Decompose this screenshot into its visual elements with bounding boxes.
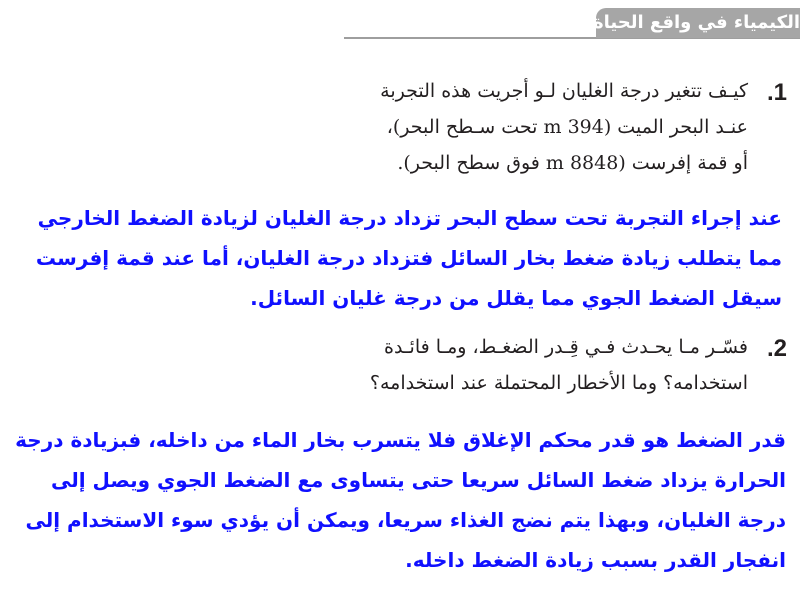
answer-text-line: الحرارة يزداد ضغط السائل سريعا حتى يتساوى مع الضغط الجوي ويصل إلى [50, 468, 786, 492]
question-text-line: كيـف تتغير درجة الغليان لـو أجريت هذه التجربة [380, 80, 748, 102]
question-text-line: أو قمة إفرست (8848 m فوق سطح البحر). [397, 152, 748, 174]
answer-text-line: مما يتطلب زيادة ضغط بخار السائل فتزداد درجة الغليان، أما عند قمة إفرست [35, 246, 782, 270]
question-number: 1. [766, 79, 788, 106]
answer-text-line: قدر الضغط هو قدر محكم الإغلاق فلا يتسرب بخار الماء من داخله، فبزيادة درجة [15, 428, 786, 452]
section-header [344, 8, 800, 38]
answer-text-line: درجة الغليان، وبهذا يتم نضج الغذاء سريعا، ويمكن أن يؤدي سوء الاستخدام إلى [25, 508, 786, 532]
question-number: 2. [766, 335, 788, 362]
question-text-line: عنـد البحر الميت (394 m تحت سـطح البحر)، [386, 116, 748, 138]
question-text-line: فسّـر مـا يحـدث فـي قِـدر الضغـط، ومـا فائـدة [384, 336, 748, 358]
answer-text-line: سيقل الضغط الجوي مما يقلل من درجة غليان السائل. [250, 286, 782, 310]
question-text-line: استخدامه؟ وما الأخطار المحتملة عند استخدامه؟ [369, 372, 748, 394]
section-title: الكيمياء في واقع الحياة [596, 8, 800, 38]
answer-text-line: عند إجراء التجربة تحت سطح البحر تزداد درجة الغليان لزيادة الضغط الخارجي [37, 206, 782, 230]
question-1 [0, 72, 800, 192]
answer-text-line: انفجار القدر بسبب زيادة الضغط داخله. [405, 548, 786, 572]
